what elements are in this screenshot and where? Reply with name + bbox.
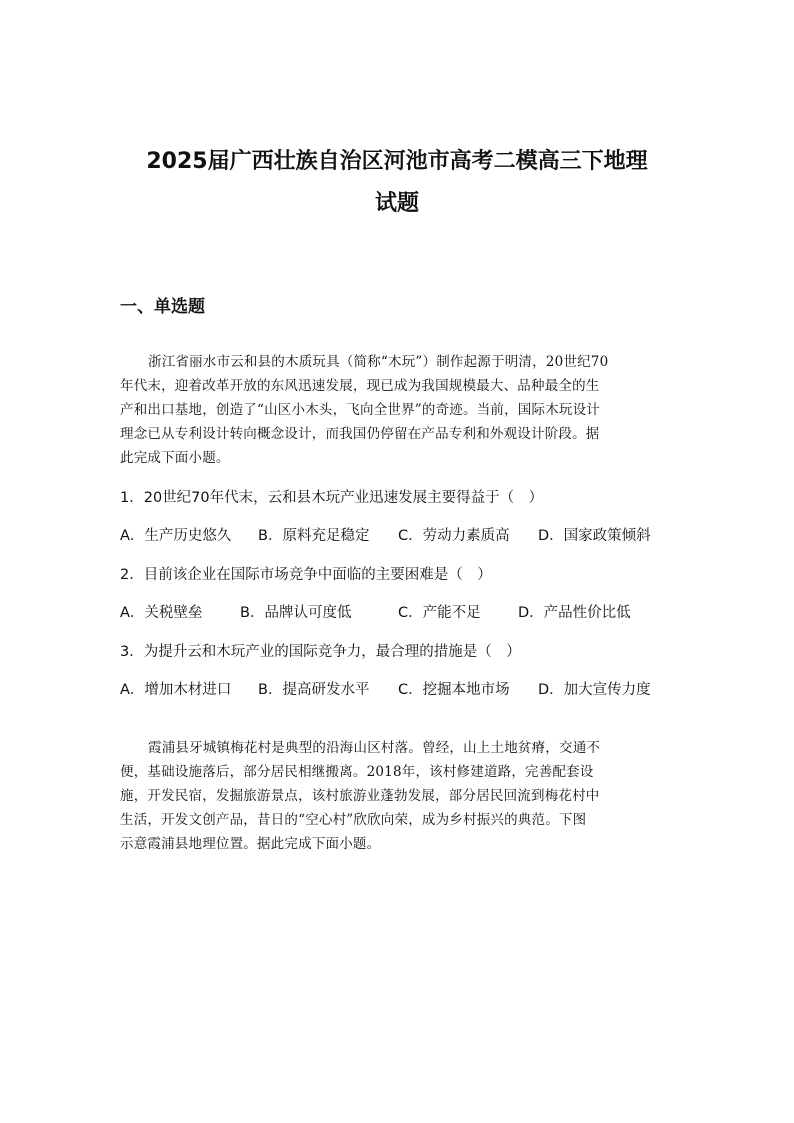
question-3-option-c: C．挖掘本地市场 (398, 682, 510, 698)
passage-2-line-3: 施，开发民宿，发掘旅游景点，该村旅游业蓬勃发展，部分居民回流到梅花村中 (120, 788, 600, 804)
passage-2-line-5: 示意霞浦县地理位置。据此完成下面小题。 (120, 836, 381, 852)
section-heading: 一、单选题 (120, 297, 205, 317)
question-3-option-d: D．加大宣传力度 (538, 682, 651, 698)
question-2-option-d: D．产品性价比低 (518, 605, 631, 621)
question-1-option-b: B．原料充足稳定 (258, 528, 370, 544)
passage-2-line-1: 霞浦县牙城镇梅花村是典型的沿海山区村落。曾经，山上土地贫瘠，交通不 (148, 740, 601, 756)
question-1-option-a: A．生产历史悠久 (120, 528, 232, 544)
passage-1-line-1: 浙江省丽水市云和县的木质玩具（简称“木玩”）制作起源于明清，20世纪70 (148, 354, 609, 370)
passage-1-line-4: 理念已从专利设计转向概念设计，而我国仍停留在产品专利和外观设计阶段。据 (120, 426, 600, 442)
passage-1-line-2: 年代末，迎着改革开放的东风迅速发展，现已成为我国规模最大、品种最全的生 (120, 378, 600, 394)
question-1-stem: 1．20世纪70年代末，云和县木玩产业迅速发展主要得益于（ ） (120, 490, 544, 506)
question-2-stem: 2．目前该企业在国际市场竞争中面临的主要困难是（ ） (120, 567, 492, 583)
passage-1-line-3: 产和出口基地，创造了“山区小木头，飞向全世界”的奇迹。当前，国际木玩设计 (120, 402, 601, 418)
question-1-option-d: D．国家政策倾斜 (538, 528, 651, 544)
question-2-option-a: A．关税壁垒 (120, 605, 203, 621)
passage-2-line-2: 便，基础设施落后，部分居民相继搬离。2018年，该村修建道路，完善配套设 (120, 764, 594, 780)
document-title-line-1: 2025届广西壮族自治区河池市高考二模高三下地理 (146, 149, 648, 174)
passage-2-line-4: 生活，开发文创产品，昔日的“空心村”欣欣向荣，成为乡村振兴的典范。下图 (120, 812, 587, 828)
question-3-option-b: B．提高研发水平 (258, 682, 370, 698)
document-title-line-2: 试题 (374, 191, 419, 216)
question-3-stem: 3．为提升云和木玩产业的国际竞争力，最合理的措施是（ ） (120, 644, 521, 660)
question-2-option-c: C．产能不足 (398, 605, 481, 621)
question-2-option-b: B．品牌认可度低 (240, 605, 352, 621)
question-3-option-a: A．增加木材进口 (120, 682, 232, 698)
question-1-option-c: C．劳动力素质高 (398, 528, 510, 544)
passage-1-line-5: 此完成下面小题。 (120, 450, 230, 466)
